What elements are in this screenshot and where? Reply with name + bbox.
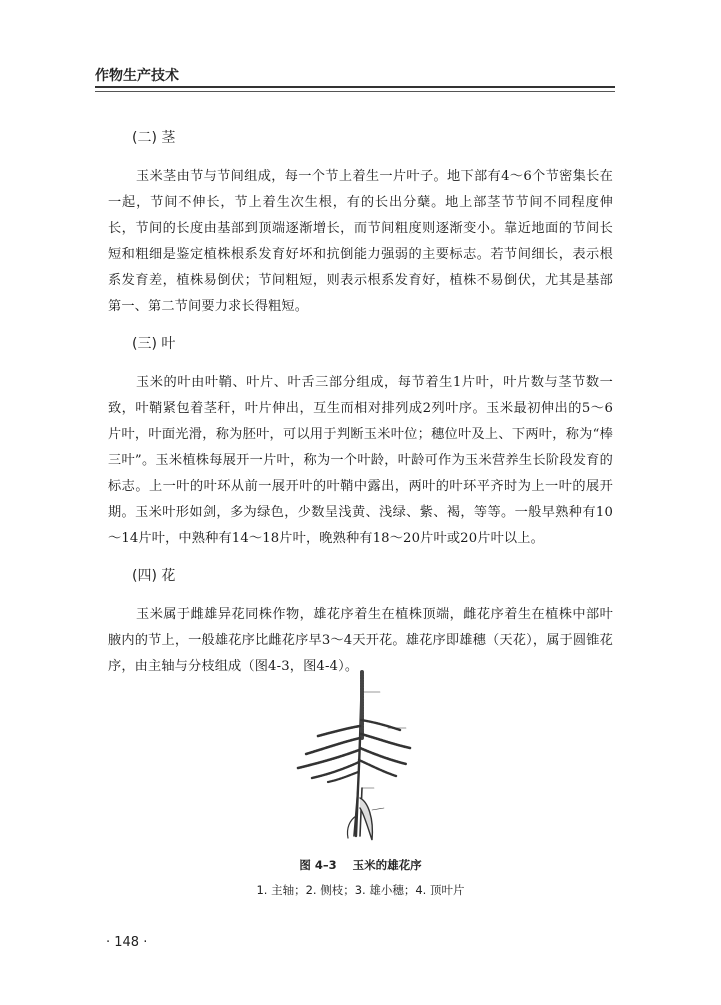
paragraph: 玉米的叶由叶鞘、叶片、叶舌三部分组成，每节着生1片叶，叶片数与茎节数一致，叶鞘紧包着茎秆，叶片伸出，互生而相对排列成2列叶序。玉米最初伸出的5～6片叶，叶面光滑，称为胚叶，可以用于判断玉米叶位；穗位叶及上、下两叶，称为“棒三叶”。玉米植株每展开一片叶，称为一个叶龄，叶龄可作为玉米营养生长阶段发育的标志。上一叶的叶环从前一展开叶的叶鞘中露出，两叶的叶环平齐时为上一叶的展开期。玉米叶形如剑，多为绿色，少数呈浅黄、浅绿、紫、褐，等等。一般早熟种有10～14片叶，中熟种有14～18片叶，晚熟种有18～20片叶或20片叶以上。 — [108, 375, 613, 546]
tassel-illustration — [288, 668, 418, 848]
page-number: · 148 · — [106, 935, 148, 950]
section-stem — [108, 128, 613, 320]
paragraph: 玉米属于雌雄异花同株作物，雄花序着生在植株顶端，雌花序着生在植株中部叶腋内的节上，一般雄花序比雌花序早3～4天开花。雄花序即雄穗（天花），属于圆锥花序，由主轴与分枝组成（图4-3，图4-4）。 — [108, 607, 613, 674]
section-flower — [108, 566, 613, 680]
figure-title: 玉米的雄花序 — [352, 858, 422, 872]
figure-number: 图 4–3 — [299, 858, 337, 872]
paragraph: 玉米茎由节与节间组成，每一个节上着生一片叶子。地下部有4～6个节密集长在一起，节间不伸长，节上着生次生根，有的长出分蘖。地上部茎节节间不同程度伸长，节间的长度由基部到顶端逐渐增长，而节间粗度则逐渐变小。靠近地面的节间长短和粗细是鉴定植株根系发育好坏和抗倒能力强弱的主要标志。若节间细长，表示根系发育差，植株易倒伏；节间粗短，则表示根系发育好，植株不易倒伏，尤其是基部第一、第二节间要力求长得粗短。 — [108, 169, 613, 314]
header-rule-thin — [95, 91, 615, 92]
tassel-drawing — [288, 668, 418, 848]
section-heading: (四) 花 — [132, 568, 176, 584]
body-text — [108, 128, 613, 694]
header-rule-thick — [95, 86, 615, 88]
section-heading: (三) 叶 — [132, 336, 176, 352]
running-header-title: 作物生产技术 — [95, 68, 179, 84]
section-leaf — [108, 334, 613, 552]
figure-caption — [108, 857, 613, 873]
figure-legend: 1. 主轴；2. 侧枝；3. 雄小穗；4. 顶叶片 — [256, 883, 465, 897]
section-heading: (二) 茎 — [132, 130, 176, 146]
running-header — [95, 58, 615, 88]
